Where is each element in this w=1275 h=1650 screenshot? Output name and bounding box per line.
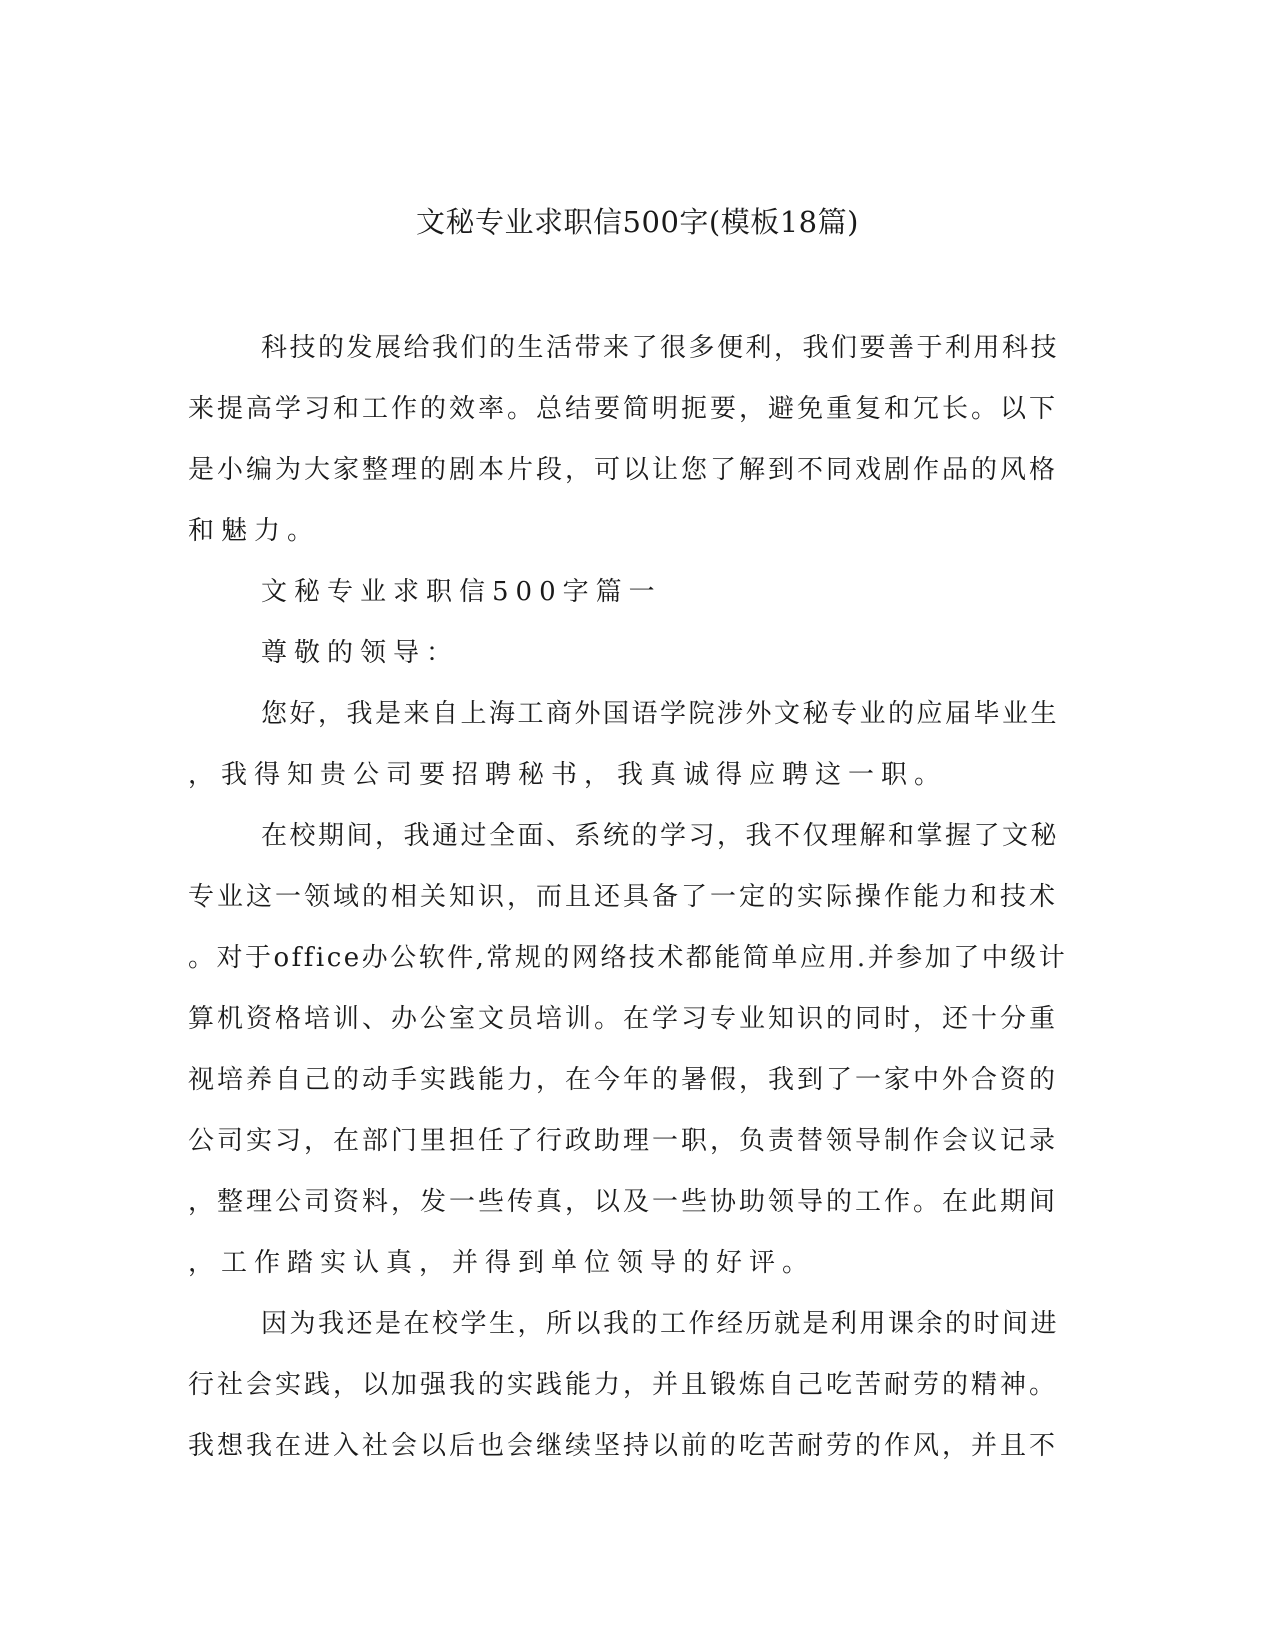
text-line: 算机资格培训、办公室文员培训。在学习专业知识的同时，还十分重: [188, 1004, 1059, 1034]
document-title: 文秘专业求职信500字(模板18篇): [416, 205, 859, 239]
text-line: 公司实习，在部门里担任了行政助理一职，负责替领导制作会议记录: [188, 1126, 1059, 1156]
text-line: 来提高学习和工作的效率。总结要简明扼要，避免重复和冗长。以下: [188, 394, 1059, 424]
text-line: 在校期间，我通过全面、系统的学习，我不仅理解和掌握了文秘: [261, 821, 1060, 851]
text-line: 视培养自己的动手实践能力，在今年的暑假，我到了一家中外合资的: [188, 1065, 1059, 1095]
text-line: 文秘专业求职信500字篇一: [261, 577, 662, 607]
text-line: ，整理公司资料，发一些传真，以及一些协助领导的工作。在此期间: [188, 1187, 1059, 1217]
text-line: 尊敬的领导：: [261, 638, 460, 668]
text-line: 行社会实践，以加强我的实践能力，并且锻炼自己吃苦耐劳的精神。: [188, 1370, 1059, 1400]
text-line: ，工作踏实认真，并得到单位领导的好评。: [188, 1248, 816, 1278]
document-body: [188, 318, 1068, 1477]
text-line: ，我得知贵公司要招聘秘书，我真诚得应聘这一职。: [188, 760, 948, 790]
text-line: 您好，我是来自上海工商外国语学院涉外文秘专业的应届毕业生: [261, 699, 1060, 729]
text-line: 科技的发展给我们的生活带来了很多便利，我们要善于利用科技: [261, 333, 1060, 363]
text-line: 专业这一领域的相关知识，而且还具备了一定的实际操作能力和技术: [188, 882, 1059, 912]
text-line: 和魅力。: [188, 516, 321, 546]
text-line: 。对于office办公软件,常规的网络技术都能简单应用.并参加了中级计: [188, 943, 1068, 973]
text-line: 是小编为大家整理的剧本片段，可以让您了解到不同戏剧作品的风格: [188, 455, 1059, 485]
text-line: 因为我还是在校学生，所以我的工作经历就是利用课余的时间进: [261, 1309, 1060, 1339]
text-line: 我想我在进入社会以后也会继续坚持以前的吃苦耐劳的作风，并且不: [188, 1431, 1059, 1461]
